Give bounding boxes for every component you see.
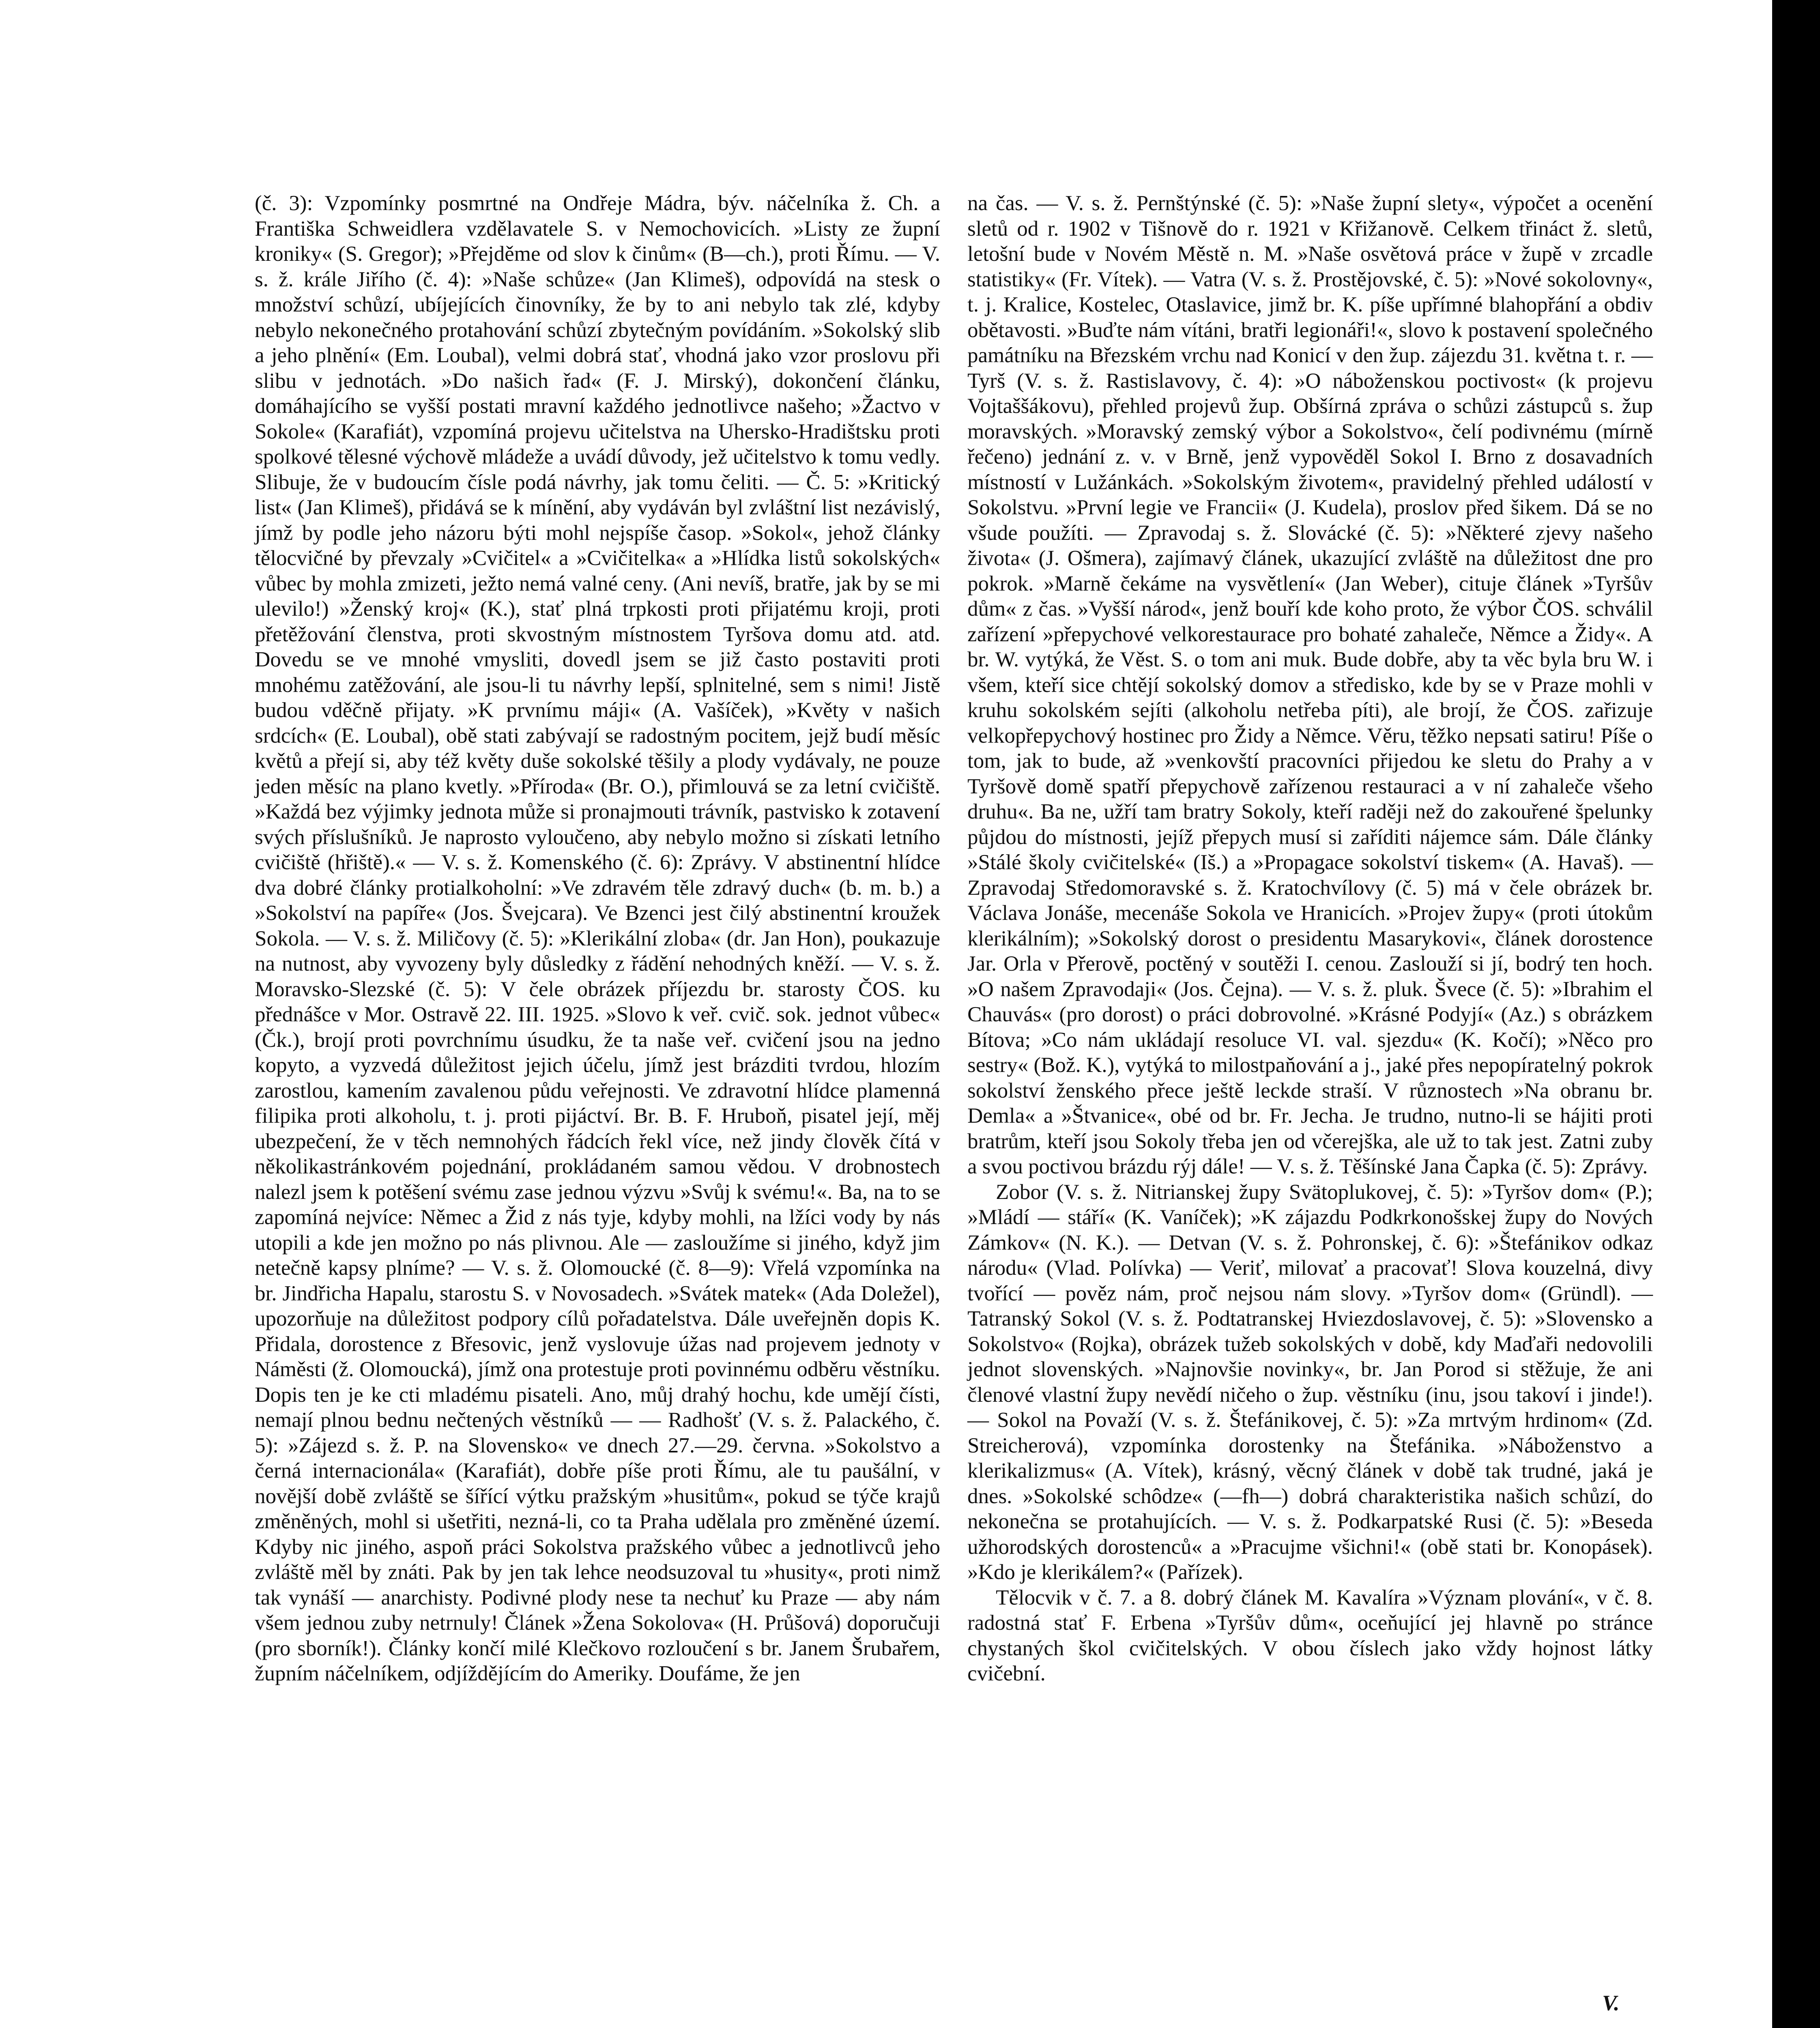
scan-border-right: [1772, 0, 1820, 2028]
right-column-telocvik-text: Tělocvik v č. 7. a 8. dobrý článek M. Kavalíra »Význam plování«, v č. 8. radostná stať F. Erbena »Tyršův dům«, oceňující jej hlavně po stránce chystaných škol cvičitelských. V obou číslech jako vždy hojnost látky cvičební.: [967, 1585, 1653, 1685]
right-column-slovak-text: Zobor (V. s. ž. Nitrianskej župy Svätoplukovej, č. 5): »Tyršov dom« (P.); »Mládí — stáří« (K. Vaníček); »K zájazdu Podkrkonošskej župy do Nových Zámkov« (N. K.). — Detvan (V. s. ž. Pohronskej, č. 6): »Štefánikov odkaz národu« (Vlad. Polívka) — Veriť, milovať a pracovať! Slova kouzelná, divy tvořící — pověz nám, proč nejsou nám slovy. »Tyršov dom« (Gründl). — Tatranský Sokol (V. s. ž. Podtatranskej Hviezdoslavovej, č. 5): »Slovensko a Sokolstvo« (Rojka), obrázek tužeb sokolských v době, kdy Maďaři nedovolili jednot slovenských. »Najnovšie novinky«, br. Jan Porod si stěžuje, že ani členové vlastní župy nevědí ničeho o žup. věstníku (inu, jsou takoví i jinde!). — Sokol na Považí (V. s. ž. Štefánikovej, č. 5): »Za mrtvým hrdinom« (Zd. Streicherová), vzpomínka dorostenky na Štefánika. »Náboženstvo a klerikalizmus« (A. Vítek), krásný, věcný článek v době tak trudné, jaká je dnes. »Sokolské schôdze« (—fh—) dobrá charakteristika našich schůzí, do nekonečna se protahujících. — V. s. ž. Podkarpatské Rusi (č. 5): »Beseda užhorodských dorostenců« a »Pracujme všichni!« (obě stati br. Konopásek). »Kdo je klerikálem?« (Pařízek).: [967, 1180, 1653, 1584]
author-signature: V.: [1602, 1991, 1620, 2015]
right-column: [967, 191, 1653, 1686]
left-column: [255, 191, 940, 1686]
right-column-main-text: na čas. — V. s. ž. Pernštýnské (č. 5): »Naše župní slety«, výpočet a ocenění sletů od r. 1902 v Tišnově do r. 1921 v Křižanově. Celkem třináct ž. sletů, letošní bude v Novém Městě n. M. »Naše osvětová práce v župě v zrcadle statistiky« (Fr. Vítek). — Vatra (V. s. ž. Prostějovské, č. 5): »Nové sokolovny«, t. j. Kralice, Kostelec, Otaslavice, jimž br. K. píše upřímné blahopřání a obdiv obětavosti. »Buďte nám vítáni, bratři legionáři!«, slovo k postavení společného památníku na Březském vrchu nad Konicí v den žup. zájezdu 31. května t. r. — Tyrš (V. s. ž. Rastislavovy, č. 4): »O náboženskou poctivost« (k projevu Vojtaššákovu), přehled projevů žup. Obšírná zpráva o schůzi zástupců s. žup moravských. »Moravský zemský výbor a Sokolstvo«, čelí podivnému (mírně řečeno) jednání z. v. v Brně, jenž vypověděl Sokol I. Brno z dosavadních místností v Lužánkách. »Sokolským životem«, pravidelný přehled událostí v Sokolstvu. »První legie ve Francii« (J. Kudela), proslov před šikem. Dá se no všude použíti. — Zpravodaj s. ž. Slovácké (č. 5): »Některé zjevy našeho života« (J. Ošmera), zajímavý článek, ukazující zvláště na důležitost dne pro pokrok. »Marně čekáme na vysvětlení« (Jan Weber), cituje článek »Tyršův dům« z čas. »Vyšší národ«, jenž bouří kde koho proto, že výbor ČOS. schválil zařízení »přepychové velkorestaurace pro bohaté zahaleče, Němce a Židy«. A br. W. vytýká, že Věst. S. o tom ani muk. Bude dobře, aby ta věc byla bru W. i všem, kteří sice chtějí sokolský domov a středisko, kde by se v Praze mohli v kruhu sokolském sejíti (alkoholu netřeba píti), ale brojí, že ČOS. zařizuje velkopřepychový hostinec pro Židy a Němce. Věru, těžko nepsati satiru! Píše o tom, jak to bude, až »venkovští pracovníci přijedou ke sletu do Prahy a v Tyršově domě spatří přepychově zařízenou restauraci a v ní zahaleče všeho druhu«. Ba ne, užří tam bratry Sokoly, kteří raději než do zakouřené špelunky půjdou do místnosti, jejíž přepych musí si zaříditi nájemce sám. Dále články »Stálé školy cvičitelské« (Iš.) a »Propagace sokolství tiskem« (A. Havaš). — Zpravodaj Středomoravské s. ž. Kratochvílovy (č. 5) má v čele obrázek br. Václava Jonáše, mecenáše Sokola ve Hranicích. »Projev župy« (proti útokům klerikálním); »Sokolský dorost o presidentu Masarykovi«, článek dorostence Jar. Orla v Přerově, poctěný v soutěži I. cenou. Zaslouží si jí, bodrý ten hoch. »O našem Zpravodaji« (Jos. Čejna). — V. s. ž. pluk. Švece (č. 5): »Ibrahim el Chauvás« (pro dorost) o práci dobrovolné. »Krásné Podyjí« (Az.) s obrázkem Bítova; »Co nám ukládají resoluce VI. val. sjezdu« (K. Kočí); »Něco pro sestry« (Bož. K.), vytýká to milostpaňování a j., jaké přes nepopíratelný pokrok sokolství ženského přece ještě leckde straší. V různostech »Na obranu br. Demla« a »Štvanice«, obé od br. Fr. Jecha. Je trudno, nutno-li se hájiti proti bratrům, kteří jsou Sokoly třeba jen od včerejška, ale už to tak jest. Zatni zuby a svou poctivou brázdu rýj dále! — V. s. ž. Těšínské Jana Čapka (č. 5): Zprávy.: [967, 191, 1653, 1178]
left-column-text: (č. 3): Vzpomínky posmrtné na Ondřeje Mádra, býv. náčelníka ž. Ch. a Františka Schweidlera vzdělavatele S. v Nemochovicích. »Listy ze župní kroniky« (S. Gregor); »Přejděme od slov k činům« (B—ch.), proti Římu. — V. s. ž. krále Jiřího (č. 4): »Naše schůze« (Jan Klimeš), odpovídá na stesk o množství schůzí, ubíjejících činovníky, že by to ani nebylo tak zlé, kdyby nebylo nekonečného protahování schůzí zbytečným povídáním. »Sokolský slib a jeho plnění« (Em. Loubal), velmi dobrá stať, vhodná jako vzor proslovu při slibu v jednotách. »Do našich řad« (F. J. Mirský), dokončení článku, domáhajícího se vyšší postati mravní každého jednotlivce našeho; »Žactvo v Sokole« (Karafiát), vzpomíná projevu učitelstva na Uhersko-Hradištsku proti spolkové tělesné výchově mládeže a uvádí důvody, jež učitelstvo k tomu vedly. Slibuje, že v budoucím čísle podá návrhy, jak tomu čeliti. — Č. 5: »Kritický list« (Jan Klimeš), přidává se k mínění, aby vydáván byl zvláštní list nezávislý, jímž by podle jeho názoru býti mohl nejspíše časop. »Sokol«, jehož články tělocvičné by převzaly »Cvičitel« a »Cvičitelka« a »Hlídka listů sokolských« vůbec by mohla zmizeti, ježto nemá valné ceny. (Ani nevíš, bratře, jak by se mi ulevilo!) »Ženský kroj« (K.), stať plná trpkosti proti přijatému kroji, proti přetěžování členstva, proti skvostným místnostem Tyršova domu atd. atd. Dovedu se ve mnohé vmysliti, dovedl jsem se již často postaviti proti mnohému zatěžování, ale jsou-li tu návrhy lepší, splnitelné, sem s nimi! Jistě budou vděčně přijaty. »K prvnímu máji« (A. Vašíček), »Květy v našich srdcích« (E. Loubal), obě stati zabývají se radostným pocitem, jejž budí měsíc květů a přejí si, aby též květy duše sokolské těšily a plody vydávaly, ne pouze jeden měsíc na plano kvetly. »Příroda« (Br. O.), přimlouvá se za letní cvičiště. »Každá bez výjimky jednota může si pronajmouti trávník, pastvisko k zotavení svých příslušníků. Je naprosto vyloučeno, aby nebylo možno si získati letního cvičiště (hřiště).« — V. s. ž. Komenského (č. 6): Zprávy. V abstinentní hlídce dva dobré články protialkoholní: »Ve zdravém těle zdravý duch« (b. m. b.) a »Sokolství na papíře« (Jos. Švejcara). Ve Bzenci jest čilý abstinentní kroužek Sokola. — V. s. ž. Miličovy (č. 5): »Klerikální zloba« (dr. Jan Hon), poukazuje na nutnost, aby vyvozeny byly důsledky z řádění nehodných kněží. — V. s. ž. Moravsko-Slezské (č. 5): V čele obrázek příjezdu br. starosty ČOS. ku přednášce v Mor. Ostravě 22. III. 1925. »Slovo k veř. cvič. sok. jednot vůbec« (Čk.), brojí proti povrchnímu úsudku, že ta naše veř. cvičení jsou na jedno kopyto, a vyzvedá důležitost jejich účelu, jímž jest brázditi tvrdou, hlozím zarostlou, kamením zavalenou půdu veřejnosti. Ve zdravotní hlídce plamenná filipika proti alkoholu, t. j. proti pijáctví. Br. B. F. Hruboň, pisatel její, měj ubezpečení, že v těch nemnohých řádcích řekl více, než jindy člověk čítá v několikastránkovém pojednání, prokládaném samou vědou. V drobnostech nalezl jsem k potěšení svému zase jednou výzvu »Svůj k svému!«. Ba, na to se zapomíná nejvíce: Němec a Žid z nás tyje, kdyby mohli, na lžíci vody by nás utopili a kde jen možno po nás plivnou. Ale — zasloužíme si jiného, když jim netečně kapsy plníme? — V. s. ž. Olomoucké (č. 8—9): Vřelá vzpomínka na br. Jindřicha Hapalu, starostu S. v Novosadech. »Svátek matek« (Ada Doležel), upozorňuje na důležitost podpory cílů pořadatelstva. Dále uveřejněn dopis K. Přidala, dorostence z Břesovic, jenž vyslovuje úžas nad projevem jednoty v Náměsti (ž. Olomoucká), jímž ona protestuje proti povinnému odběru věstníku. Dopis ten je ke cti mladému pisateli. Ano, můj drahý hochu, kde umějí čísti, nemají plnou bednu nečtených věstníků — — Radhošť (V. s. ž. Palackého, č. 5): »Zájezd s. ž. P. na Slovensko« ve dnech 27.—29. června. »Sokolstvo a černá internacionála« (Karafiát), dobře píše proti Římu, ale tu paušální, v novější době zvláště se šířící výtku pražským »husitům«, pokud se týče krajů změněných, mohl si ušetřiti, nezná-li, co ta Praha udělala pro změněné území. Kdyby nic jiného, aspoň práci Sokolstva pražského vůbec a jednotlivců jeho zvláště měl by znáti. Pak by jen tak lehce neodsuzoval tu »husity«, proti nimž tak vynáší — anarchisty. Podivné plody nese ta nechuť ku Praze — aby nám všem jednou zuby netrnuly! Článek »Žena Sokolova« (H. Průšová) doporučuji (pro sborník!). Články končí milé Klečkovo rozloučení s br. Janem Šrubařem, župním náčelníkem, odjíždějícím do Ameriky. Doufáme, že jen: [255, 191, 940, 1685]
